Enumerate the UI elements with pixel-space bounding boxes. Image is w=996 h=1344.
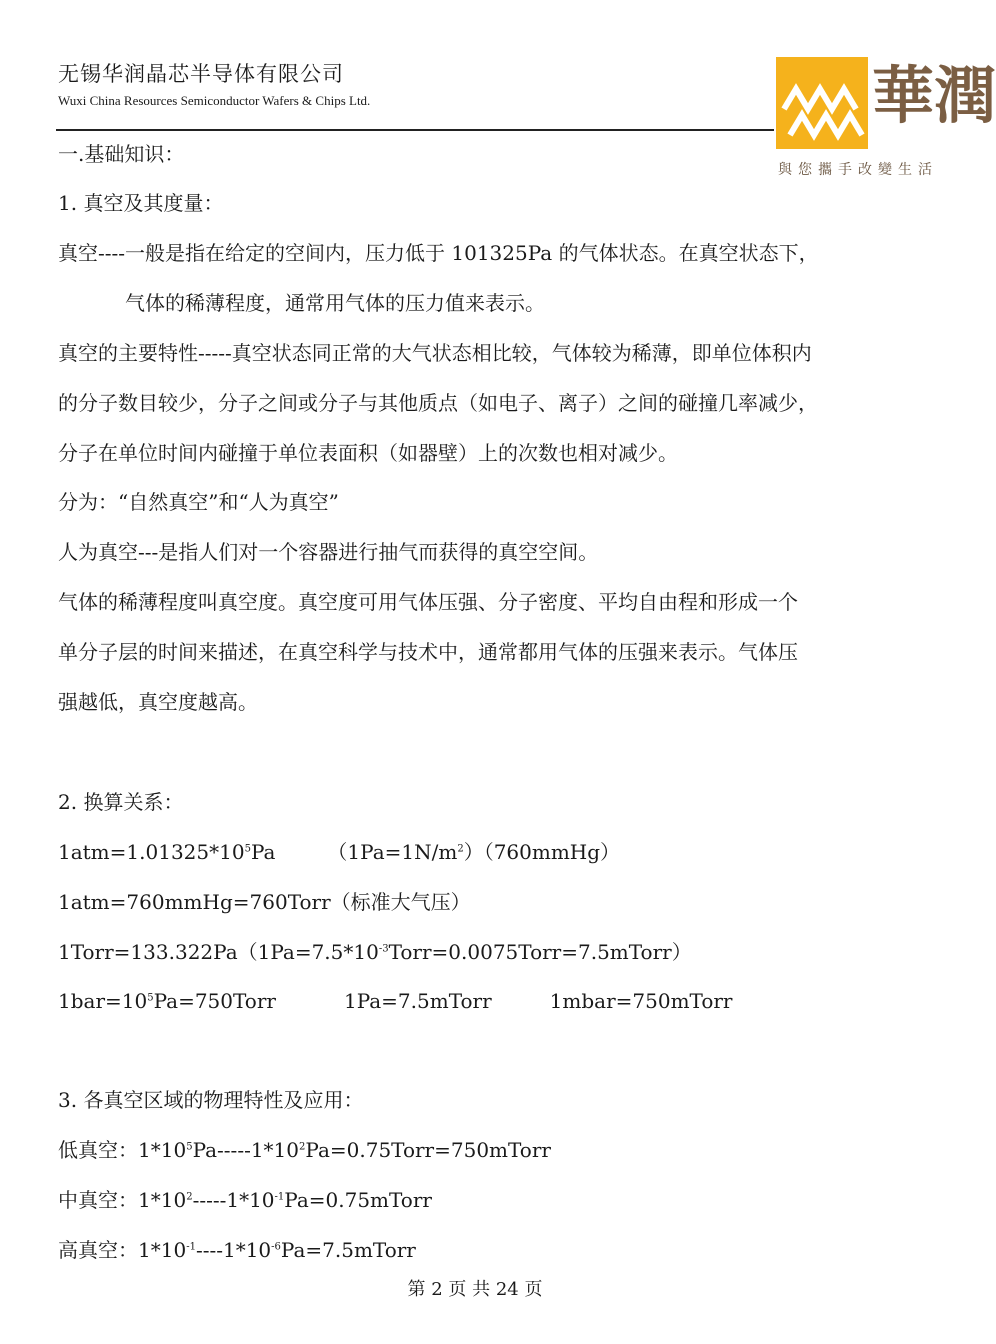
paragraph-properties-3: 分子在单位时间内碰撞于单位表面积（如器壁）上的次数也相对减少。 [58,441,678,465]
header-divider [56,129,774,131]
section-title: 一.基础知识： [58,142,185,166]
heading-vacuum-measure: 1. 真空及其度量： [58,191,224,215]
conversion-atm-pa: $1atm=1.01325*10^5Pa$ $(1Pa=1N/m^2)(760mmHg)$ [58,840,621,864]
company-logo [776,57,996,183]
paragraph-categories: 分为：“自然真空”和“人为真空” [58,490,339,514]
vacuum-region-low: 低真空：$1*10^5Pa-----1*10^2Pa=0.75Torr=750mTorr$ [58,1138,551,1162]
paragraph-vacuum-def-2: 气体的稀薄程度，通常用气体的压力值来表示。 [125,291,545,315]
conversion-torr-pa: $1Torr=133.322Pa(1Pa=7.5*10^{-3}Torr=0.0075Torr=7.5mTorr)$ [58,940,692,964]
paragraph-properties-2: 的分子数目较少，分子之间或分子与其他质点（如电子、离子）之间的碰撞几率减少， [58,391,818,415]
logo-mark-icon [776,57,868,149]
paragraph-vacuum-degree-3: 强越低，真空度越高。 [58,690,258,714]
heading-vacuum-regions: 3. 各真空区域的物理特性及应用： [58,1088,364,1112]
vacuum-region-high: 高真空：$1*10^{-1}----1*10^{-6}Pa=7.5mTorr$ [58,1238,416,1262]
vacuum-region-medium: 中真空：$1*10^2-----1*10^{-1}Pa=0.75mTorr$ [58,1188,432,1212]
logo-brand-text: 華潤 [872,59,996,132]
paragraph-artificial-vacuum: 人为真空---是指人们对一个容器进行抽气而获得的真空空间。 [58,540,599,564]
conversion-bar: $1bar=10^5Pa=750Torr$ 1Pa=7.5mTorr 1mbar=750mTorr [58,989,733,1013]
paragraph-vacuum-def-1: 真空----一般是指在给定的空间内，压力低于 101325Pa 的气体状态。在真空状态下， [58,241,819,265]
heading-conversion: 2. 换算关系： [58,790,184,814]
paragraph-properties-1: 真空的主要特性-----真空状态同正常的大气状态相比较，气体较为稀薄，即单位体积内 [58,341,812,365]
page-number: 第 2 页 共 24 页 [407,1279,543,1300]
company-name-cn: 无锡华润晶芯半导体有限公司 [58,62,344,86]
company-name-en: Wuxi China Resources Semiconductor Wafers & Chips Ltd. [58,93,371,108]
logo-slogan: 與您攜手改變生活 [778,162,938,178]
paragraph-vacuum-degree-1: 气体的稀薄程度叫真空度。真空度可用气体压强、分子密度、平均自由程和形成一个 [58,590,798,614]
conversion-atm-torr: 1atm=760mmHg=760Torr（标准大气压） [58,890,471,914]
paragraph-vacuum-degree-2: 单分子层的时间来描述，在真空科学与技术中，通常都用气体的压强来表示。气体压 [58,640,798,664]
